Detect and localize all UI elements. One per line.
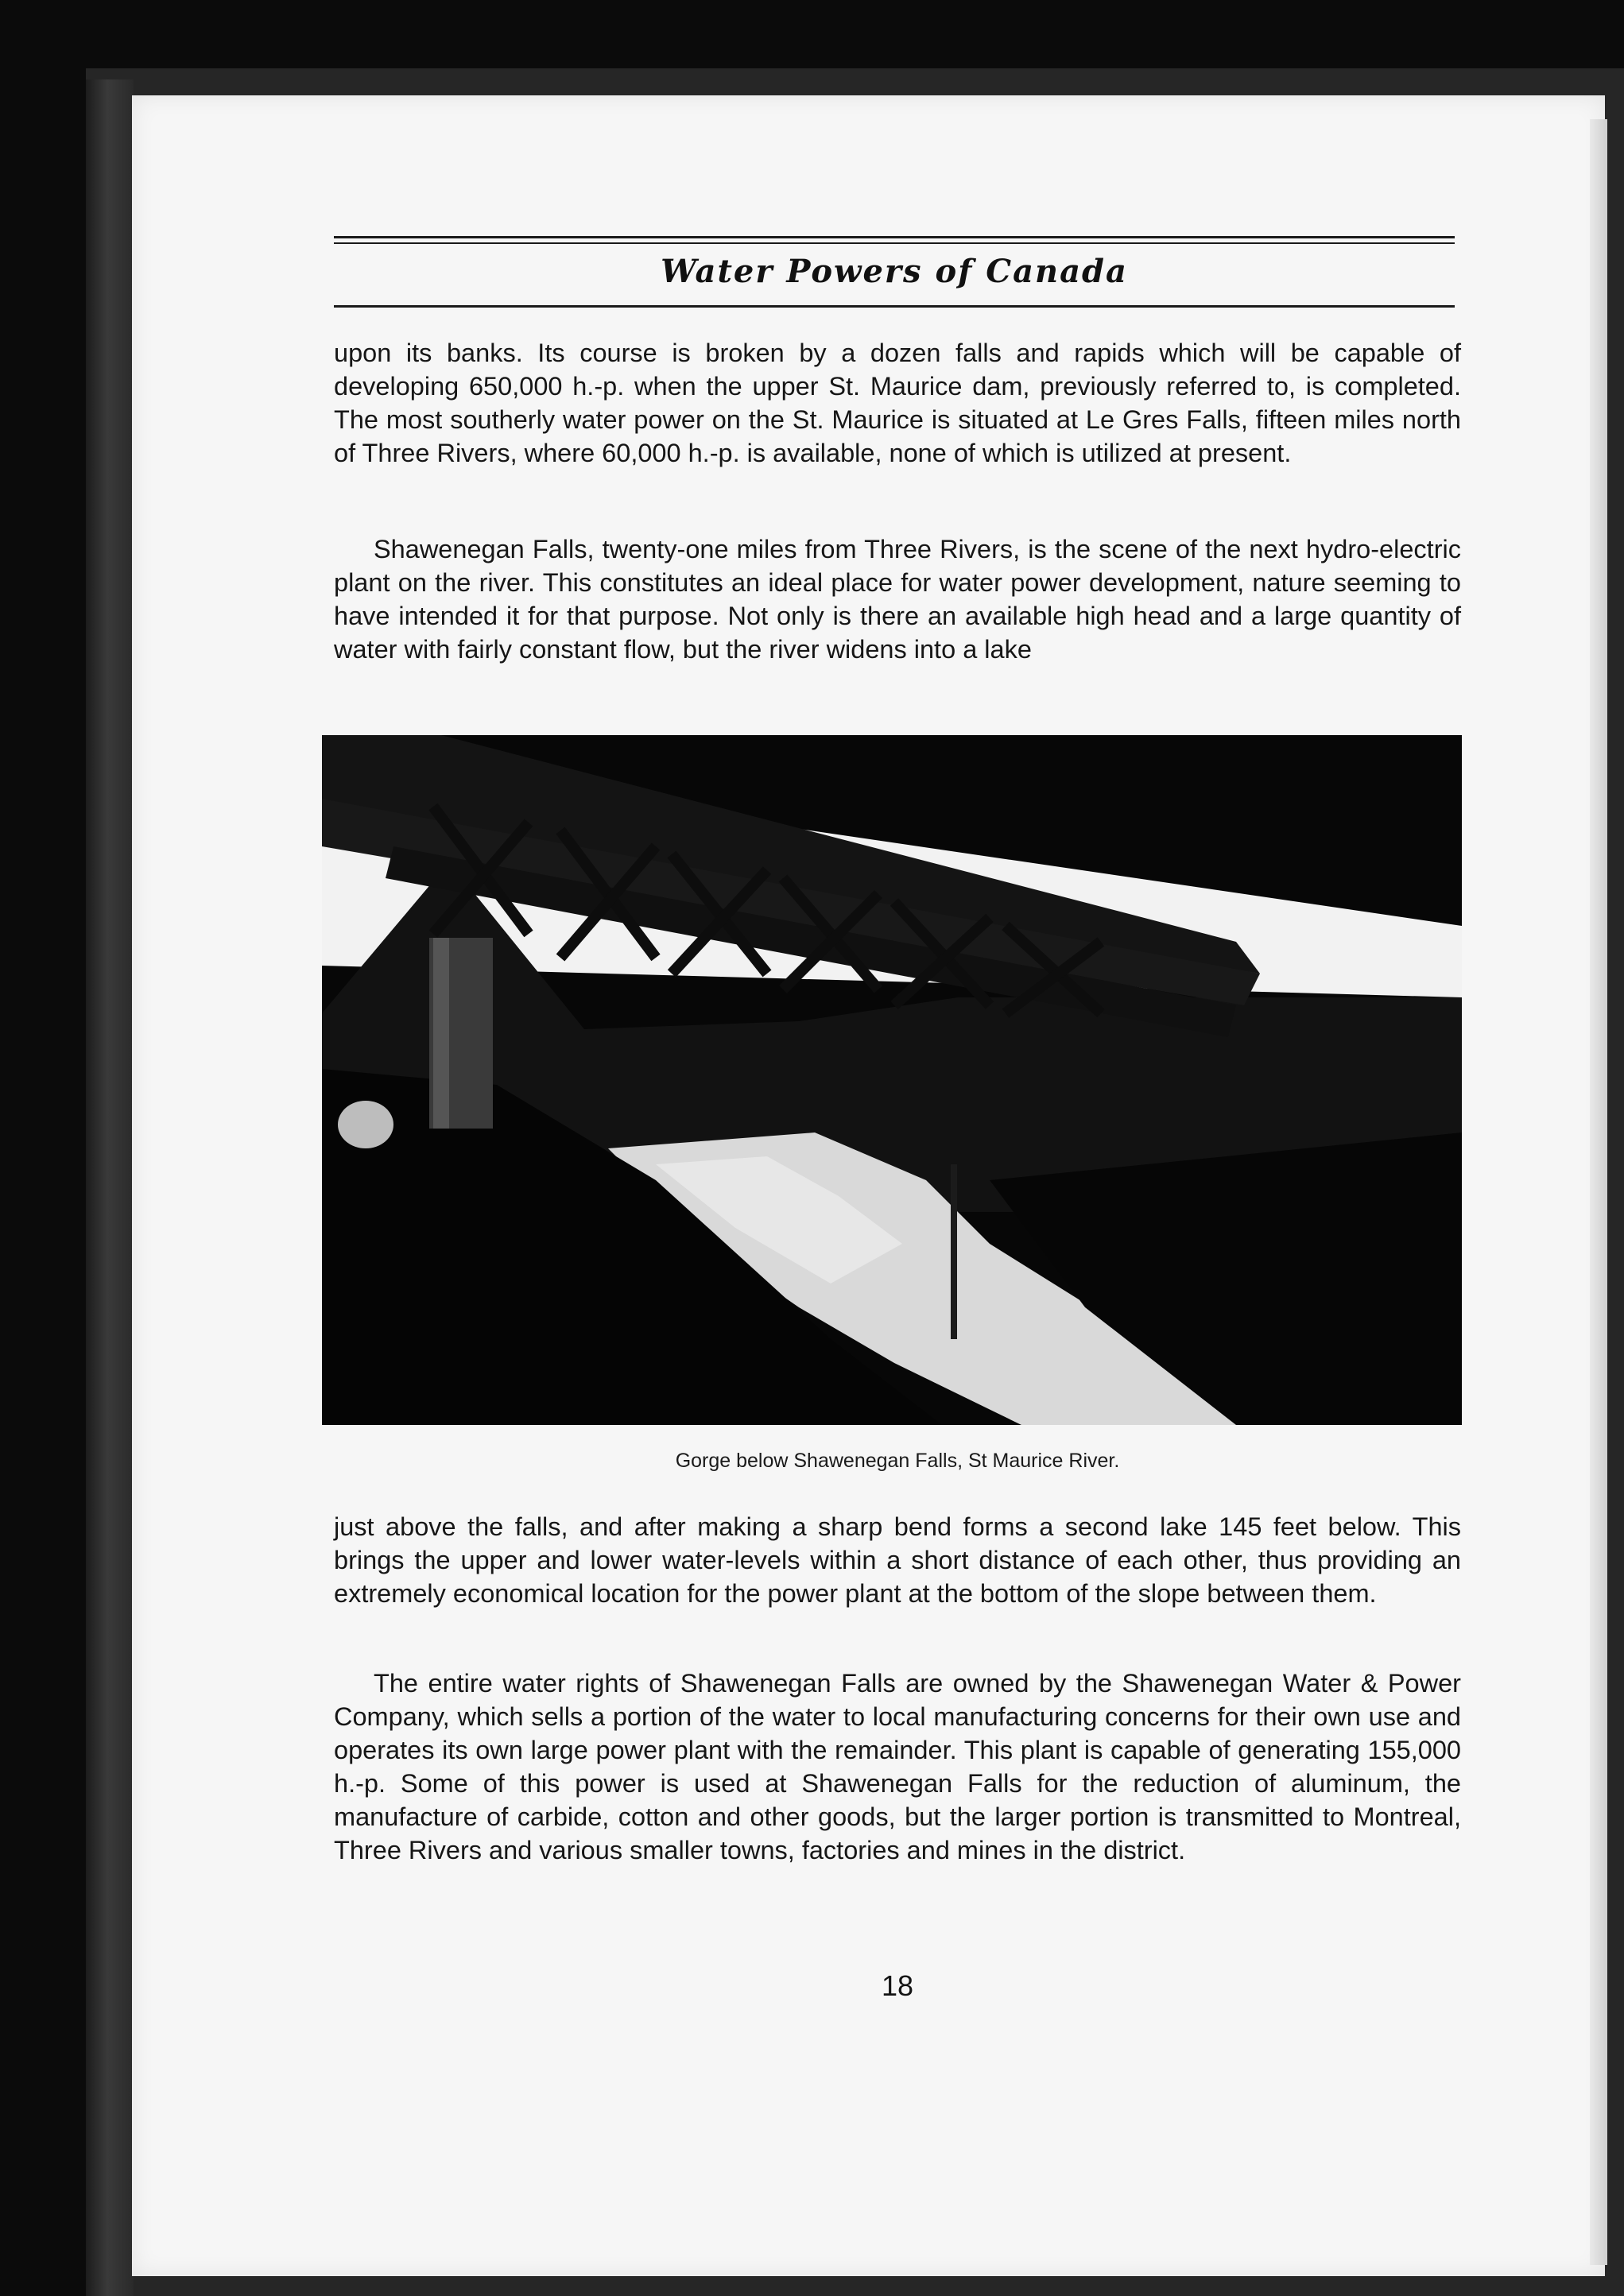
- gorge-photo: [322, 735, 1462, 1425]
- paragraph-3: just above the falls, and after making a sharp bend forms a second lake 145 feet below. This brings the upper and lower water-levels within a short distance of each other, thus providing an extremely economical location for the power plant at the bottom of the slope between them.: [334, 1512, 1461, 1608]
- book-binding: [86, 79, 134, 2296]
- photo-caption: Gorge below Shawenegan Falls, St Maurice River.: [675, 1450, 1120, 1472]
- page-edge: [1590, 119, 1607, 2265]
- running-head: Water Powers of Canada: [661, 253, 1128, 290]
- paragraph-2: Shawenegan Falls, twenty-one miles from Three Rivers, is the scene of the next hydro-electric plant on the river. This constitutes an ideal place for water power development, nature seeming to have intended it for that purpose. Not only is there an available high head and a large quantity of water with fairly constant flow, but the river widens into a lake: [334, 535, 1461, 664]
- header-rule-top: [334, 236, 1455, 238]
- header-rule-bottom: [334, 305, 1455, 308]
- header-rule-top-thin: [334, 242, 1455, 244]
- paragraph-1: upon its banks. Its course is broken by a dozen falls and rapids which will be capable of developing 650,000 h.-p. when the upper St. Maurice dam, previously referred to, is completed. The most southerly water power on the St. Maurice is situated at Le Gres Falls, fifteen miles north of Three Rivers, where 60,000 h.-p. is available, none of which is utilized at present.: [334, 339, 1461, 467]
- page-number: 18: [881, 1969, 914, 2002]
- paragraph-4: The entire water rights of Shawenegan Falls are owned by the Shawenegan Water & Power Company, which sells a portion of the water to local manufacturing concerns for their own use and operates its own large power plant with the remainder. This plant is capable of generating 155,000 h.-p. Some of this power is used at Shawenegan Falls for the reduction of aluminum, the manufacture of carbide, cotton and other goods, but the larger portion is transmitted to Montreal, Three Rivers and various smaller towns, factories and mines in the district.: [334, 1669, 1461, 1864]
